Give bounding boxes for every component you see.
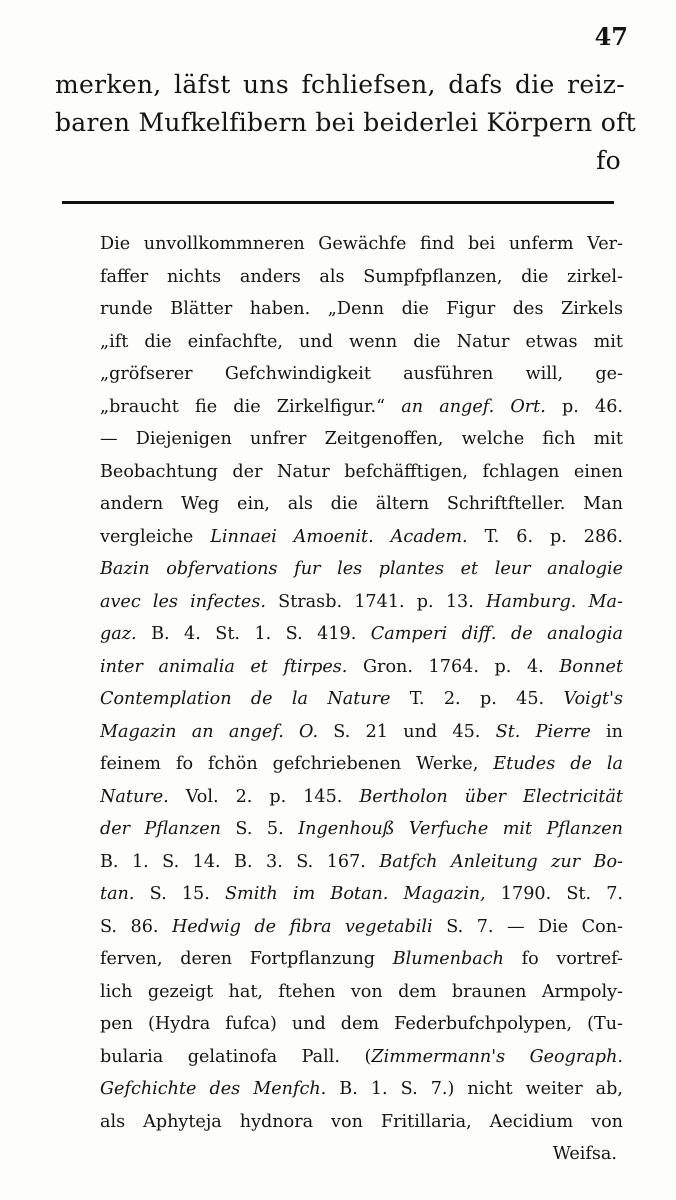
footnote-text-segment: andern Weg ein, als die ältern Schriftfteller. Man: [100, 494, 623, 514]
footnote-line: [100, 683, 623, 716]
footnote-text-segment: „ift die einfachfte, und wenn die Natur etwas mit: [100, 331, 623, 352]
footnote-text-segment: Strasb. 1741. p. 13.: [265, 591, 486, 612]
footnote-line: [100, 456, 623, 489]
footnote-line: [100, 878, 623, 911]
footnote-italic-segment: Zimmermann's Geograph.: [371, 1046, 623, 1067]
footnote-italic-segment: Magazin an angef. O.: [100, 721, 319, 742]
footnote-italic-segment: an angef. Ort.: [401, 396, 546, 417]
footnote-text-segment: — Diejenigen unfrer Zeitgenoffen, welche fich mit: [100, 429, 623, 449]
footnote-line: [100, 781, 623, 814]
footnote-text-segment: S. 21 und 45.: [318, 721, 496, 742]
footnote-italic-segment: gaz.: [100, 624, 137, 644]
footnote-italic-segment: inter animalia et ftirpes.: [100, 656, 348, 677]
footnote-italic-segment: Smith im Botan. Magazin,: [224, 884, 486, 904]
footnote-line: [100, 1008, 623, 1041]
footnote-text-segment: B. 1. S. 7.) nicht weiter ab,: [326, 1079, 623, 1099]
footnote-text-segment: pen (Hydra fufca) und dem Federbufchpolypen, (Tu-: [100, 1014, 623, 1034]
footnote-line: [100, 488, 623, 521]
footnote-text-segment: Gron. 1764. p. 4.: [347, 656, 560, 677]
footnote-line: [100, 813, 623, 846]
footnote-line: [100, 716, 623, 749]
footnote-line: [100, 943, 623, 976]
footnote-text-segment: 1790. St. 7.: [485, 884, 623, 904]
footnote-text-segment: lich gezeigt hat, ftehen von dem braunen Armpoly-: [100, 981, 623, 1002]
footnote-text-segment: T. 6. p. 286.: [467, 526, 623, 547]
footnote-line: [100, 261, 623, 294]
footnote-italic-segment: Bertholon über Electricität: [359, 786, 623, 807]
footnote-text-segment: „braucht fie die Zirkelfigur.“: [100, 396, 402, 417]
footnote-line: [100, 521, 623, 554]
footnote-line: [100, 748, 623, 781]
footnote-text-segment: Weifsa.: [552, 1144, 617, 1164]
footnote-italic-segment: Voigt's: [563, 689, 623, 709]
footnote-text-segment: in: [590, 721, 623, 742]
footnote-text-segment: als Aphyteja hydnora von Fritillaria, Aecidium von: [100, 1111, 623, 1132]
footnote-text-segment: Vol. 2. p. 145.: [168, 786, 360, 807]
footnote-italic-segment: Hamburg. Ma-: [485, 591, 623, 612]
footnote-text-segment: S. 7. — Die Con-: [432, 916, 623, 937]
footnote-italic-segment: Camperi diff. de analogia: [370, 624, 623, 644]
footnote-block: [100, 228, 623, 1171]
footnote-line: [100, 358, 623, 391]
footnote-line: [100, 911, 623, 944]
footnote-line: [100, 228, 623, 261]
footnote-italic-segment: Etudes de la: [493, 754, 623, 774]
footnote-text-segment: bularia gelatinofa Pall. (: [100, 1046, 372, 1067]
footnote-text-segment: Die unvollkommneren Gewächfe find bei unferm Ver-: [100, 234, 623, 254]
footnote-line: [100, 1073, 623, 1106]
footnote-italic-segment: avec les infectes.: [100, 591, 266, 612]
footnote-italic-segment: Gefchichte des Menfch.: [100, 1079, 327, 1099]
main-text-catchword: fo: [596, 146, 621, 175]
footnote-italic-segment: tan.: [100, 884, 135, 904]
footnote-italic-segment: Blumenbach: [392, 949, 504, 969]
main-text-line: baren Mufkelfibern bei beiderlei Körpern oft: [55, 108, 637, 137]
footnote-text-segment: feinem fo fchön gefchriebenen Werke,: [100, 754, 494, 774]
main-text-line: merken, läfst uns fchliefsen, dafs die reiz-: [55, 70, 625, 99]
footnote-text-segment: vergleiche: [100, 526, 211, 547]
footnote-italic-segment: Bazin obfervations fur les plantes et leur analogie: [100, 559, 623, 579]
footnote-line: [100, 1106, 623, 1139]
footnote-italic-segment: St. Pierre: [495, 721, 591, 742]
footnote-text-segment: B. 1. S. 14. B. 3. S. 167.: [100, 851, 380, 872]
footnote-text-segment: fo vortref-: [503, 949, 623, 969]
footnote-line: [100, 293, 623, 326]
footnote-text-segment: Beobachtung der Natur befchäfftigen, fchlagen einen: [100, 461, 623, 482]
footnote-line: [100, 326, 623, 359]
footnote-text-segment: ferven, deren Fortpflanzung: [100, 949, 393, 969]
footnote-line: [100, 391, 623, 424]
footnote-italic-segment: der Pflanzen: [100, 819, 221, 839]
footnote-text-segment: S. 15.: [134, 884, 225, 904]
page-number: 47: [594, 22, 628, 51]
footnote-line: [100, 1041, 623, 1074]
footnote-text-segment: T. 2. p. 45.: [390, 689, 564, 709]
footnote-line: [100, 976, 623, 1009]
footnote-text-segment: runde Blätter haben. „Denn die Figur des Zirkels: [100, 299, 623, 319]
footnote-text-segment: p. 46.: [545, 396, 623, 417]
footnote-text-segment: S. 5.: [220, 819, 299, 839]
footnote-text-segment: S. 86.: [100, 916, 172, 937]
footnote-italic-segment: Contemplation de la Nature: [100, 689, 391, 709]
footnote-line: [100, 423, 623, 456]
footnote-line: [100, 618, 623, 651]
main-text-block: [55, 66, 637, 180]
footnote-italic-segment: Bonnet: [559, 656, 623, 677]
footnote-line: [100, 553, 623, 586]
footnote-italic-segment: Hedwig de fibra vegetabili: [171, 916, 433, 937]
footnote-text-segment: „gröfserer Gefchwindigkeit ausführen will, ge-: [100, 364, 623, 384]
footnote-italic-segment: Ingenhouß Verfuche mit Pflanzen: [298, 819, 623, 839]
footnote-line: [100, 586, 623, 619]
footnote-text-segment: faffer nichts anders als Sumpfpflanzen, die zirkel-: [100, 266, 623, 287]
footnote-line: [100, 651, 623, 684]
footnote-italic-segment: Linnaei Amoenit. Academ.: [210, 526, 468, 547]
footnote-line: [100, 846, 623, 879]
footnote-catchword: [100, 1138, 623, 1171]
footnote-separator-rule: [62, 201, 614, 204]
footnote-italic-segment: Batfch Anleitung zur Bo-: [379, 851, 623, 872]
footnote-text-segment: B. 4. St. 1. S. 419.: [136, 624, 371, 644]
footnote-italic-segment: Nature.: [100, 786, 169, 807]
